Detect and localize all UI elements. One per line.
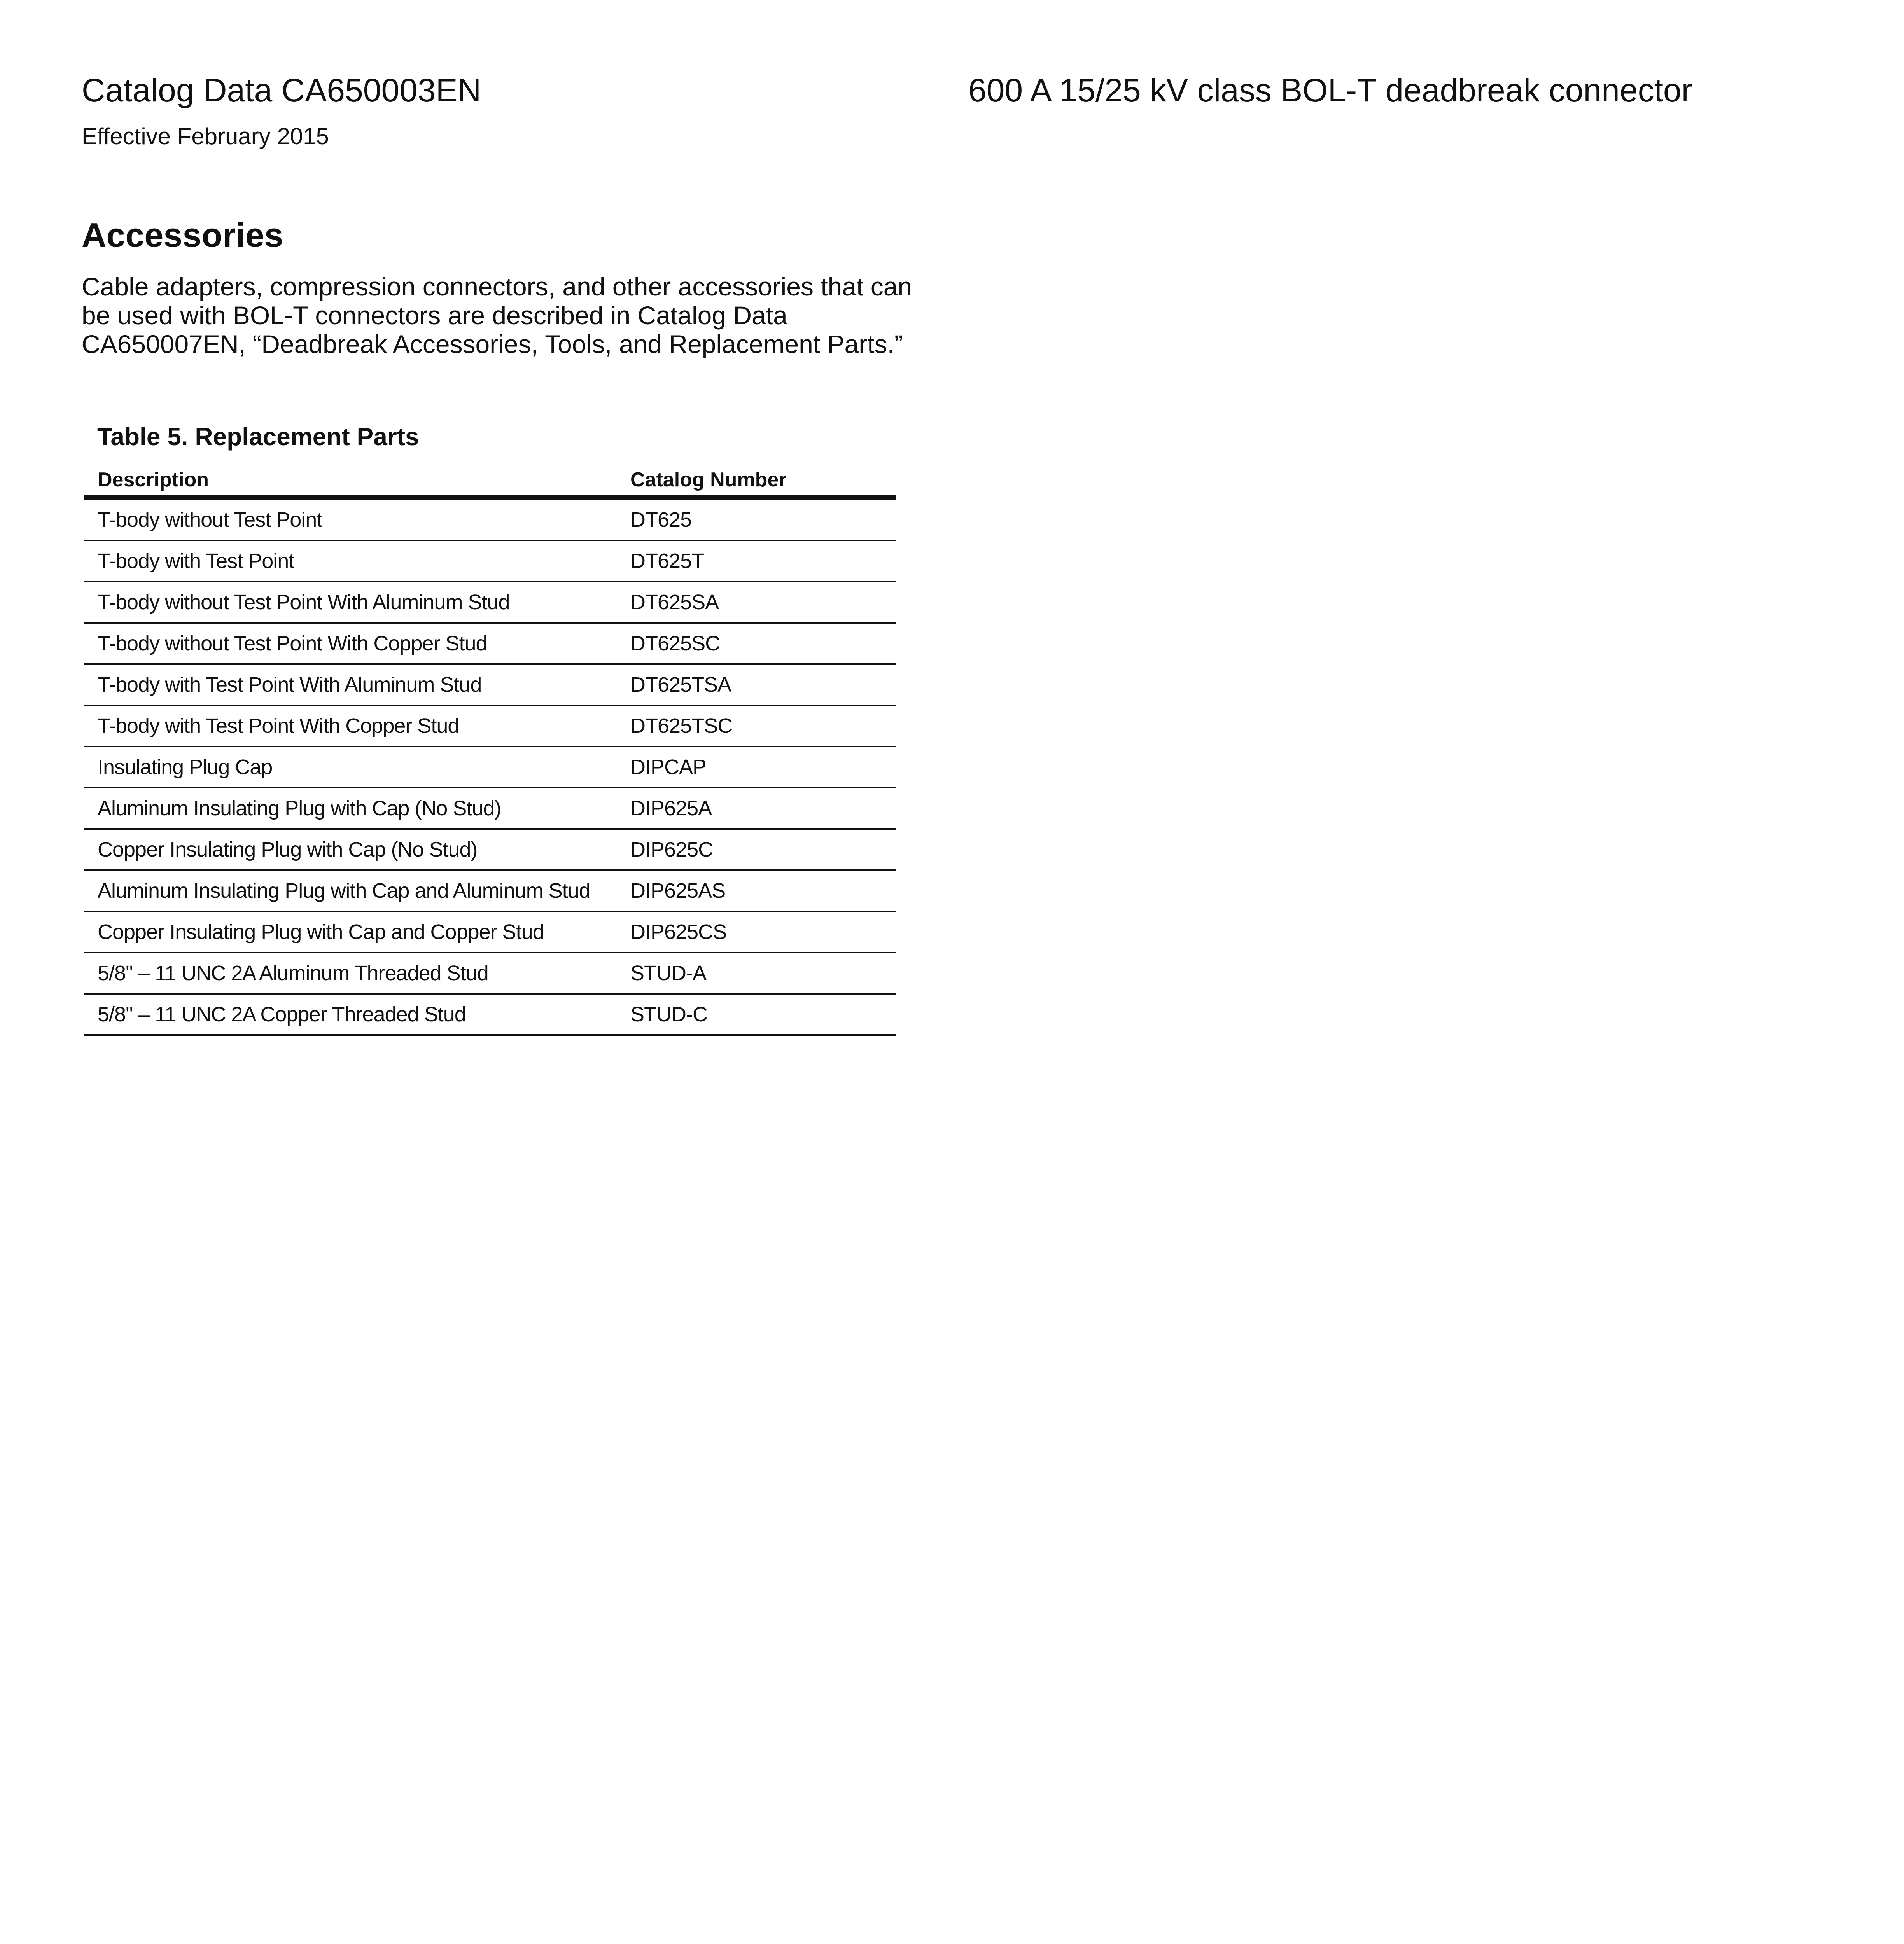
table-row bbox=[84, 911, 896, 953]
row-catalog-number: DIP625C bbox=[630, 829, 896, 870]
row-catalog-number: DT625T bbox=[630, 540, 896, 582]
table-row bbox=[84, 540, 896, 582]
row-catalog-number: DIP625CS bbox=[630, 911, 896, 953]
table-row bbox=[84, 705, 896, 746]
row-description: T-body with Test Point With Aluminum Stud bbox=[84, 664, 630, 705]
row-catalog-number: DIP625AS bbox=[630, 870, 896, 911]
table-row bbox=[84, 994, 896, 1035]
table-row bbox=[84, 788, 896, 829]
table-row bbox=[84, 664, 896, 705]
section-title: Accessories bbox=[82, 216, 284, 254]
row-description: 5/8" – 11 UNC 2A Copper Threaded Stud bbox=[84, 994, 630, 1035]
row-description: T-body without Test Point With Copper Stud bbox=[84, 623, 630, 664]
row-description: 5/8" – 11 UNC 2A Aluminum Threaded Stud bbox=[84, 953, 630, 994]
row-description: Aluminum Insulating Plug with Cap (No Stud) bbox=[84, 788, 630, 829]
row-description: T-body with Test Point With Copper Stud bbox=[84, 705, 630, 746]
table-row bbox=[84, 582, 896, 623]
product-title: 600 A 15/25 kV class BOL-T deadbreak connector bbox=[968, 72, 1692, 108]
header-description: Description bbox=[84, 465, 630, 497]
header-catalog-number: Catalog Number bbox=[630, 465, 896, 497]
table-caption: Table 5. Replacement Parts bbox=[97, 423, 419, 451]
effective-date: Effective February 2015 bbox=[82, 123, 329, 149]
row-description: T-body without Test Point With Aluminum Stud bbox=[84, 582, 630, 623]
catalog-prefix: Catalog Data bbox=[82, 72, 273, 108]
row-description: Copper Insulating Plug with Cap (No Stud) bbox=[84, 829, 630, 870]
table-header-row bbox=[84, 465, 896, 497]
row-catalog-number: DIP625A bbox=[630, 788, 896, 829]
table-row bbox=[84, 829, 896, 870]
section-intro: Cable adapters, compression connectors, and other accessories that can be used with BOL-T connectors are described in Catalog Data CA650007EN, “Deadbreak Accessories, Tools, and Replacement Parts.” bbox=[82, 272, 912, 358]
row-description: Copper Insulating Plug with Cap and Copper Stud bbox=[84, 911, 630, 953]
table-row bbox=[84, 623, 896, 664]
row-description: Aluminum Insulating Plug with Cap and Aluminum Stud bbox=[84, 870, 630, 911]
table-row bbox=[84, 746, 896, 788]
row-description: T-body with Test Point bbox=[84, 540, 630, 582]
row-catalog-number: STUD-C bbox=[630, 994, 896, 1035]
row-catalog-number: DT625SC bbox=[630, 623, 896, 664]
row-catalog-number: DIPCAP bbox=[630, 746, 896, 788]
catalog-heading bbox=[82, 71, 481, 110]
row-catalog-number: DT625 bbox=[630, 497, 896, 540]
row-description: Insulating Plug Cap bbox=[84, 746, 630, 788]
catalog-number: CA650003EN bbox=[281, 72, 481, 108]
row-description: T-body without Test Point bbox=[84, 497, 630, 540]
table-row bbox=[84, 953, 896, 994]
row-catalog-number: STUD-A bbox=[630, 953, 896, 994]
row-catalog-number: DT625SA bbox=[630, 582, 896, 623]
table-row bbox=[84, 497, 896, 540]
row-catalog-number: DT625TSC bbox=[630, 705, 896, 746]
replacement-parts-table bbox=[84, 465, 896, 1036]
row-catalog-number: DT625TSA bbox=[630, 664, 896, 705]
table-row bbox=[84, 870, 896, 911]
